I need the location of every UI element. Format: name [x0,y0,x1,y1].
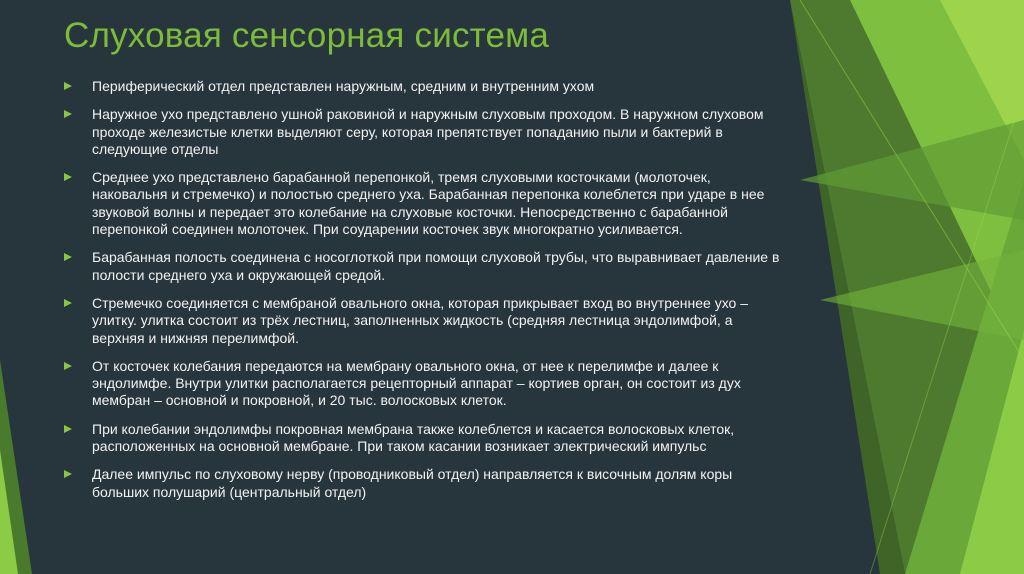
bullet-arrow-icon [64,110,72,118]
bullet-list [64,78,784,512]
bullet-arrow-icon [64,470,72,478]
bullet-arrow-icon [64,425,72,433]
bullet-text: От косточек колебания передаются на мембрану овального окна, от нее к перелимфе и далее к эндолимфе. Внутри улитки располагается рецепторный аппарат – кортиев орган, он состоит из дух мембран – основной и покровной, и 20 тыс. волосковых клеток. [92,357,741,409]
bullet-item [64,169,784,238]
bullet-item [64,78,784,95]
bullet-text: Среднее ухо представлено барабанной перепонкой, тремя слуховыми косточками (молоточек, наковальня и стремечко) и полостью среднего уха. Барабанная перепонка колеблется при ударе в нее звуковой волны и передает это колебание на слуховые косточки. Непосредственно с барабанной перепонкой соединен молоточек. При соударении косточек звук многократно усиливается. [92,169,765,238]
bullet-arrow-icon [64,82,72,90]
bullet-item [64,106,784,158]
bullet-item [64,249,784,284]
slide-title: Слуховая сенсорная система [64,16,550,55]
bullet-item [64,358,784,410]
bullet-text: При колебании эндолимфы покровная мембрана также колеблется и касается волосковых клеток, расположенных на основной мембране. При таком касании возникает электрический импульс [92,420,735,455]
bullet-text: Барабанная полость соединена с носоглоткой при помощи слуховой трубы, что выравнивает давление в полости среднего уха и окружающей средой. [92,249,780,283]
bullet-text: Стремечко соединяется с мембраной овального окна, которая прикрывает вход во внутреннее ухо – улитку. улитка состоит из трёх лестниц, заполненных жидкость (средняя лестница эндолимфой, а верхняя и нижняя перелимфой. [92,294,749,346]
bullet-arrow-icon [64,362,72,370]
bullet-item [64,295,784,347]
bullet-item [64,421,784,456]
bullet-text: Наружное ухо представлено ушной раковиной и наружным слуховым проходом. В наружном слуховом проходе железистые клетки выделяют серу, которая препятствует попаданию пыли и бактерий в следующие отделы [92,106,764,157]
bullet-text: Периферический отдел представлен наружным, средним и внутренним ухом [92,78,595,94]
bullet-text: Далее импульс по слуховому нерву (проводниковый отдел) направляется к височным долям коры больших полушарий (центральный отдел) [92,466,733,500]
bullet-arrow-icon [64,299,72,307]
bullet-item [64,466,784,501]
bullet-arrow-icon [64,173,72,181]
bullet-arrow-icon [64,253,72,261]
